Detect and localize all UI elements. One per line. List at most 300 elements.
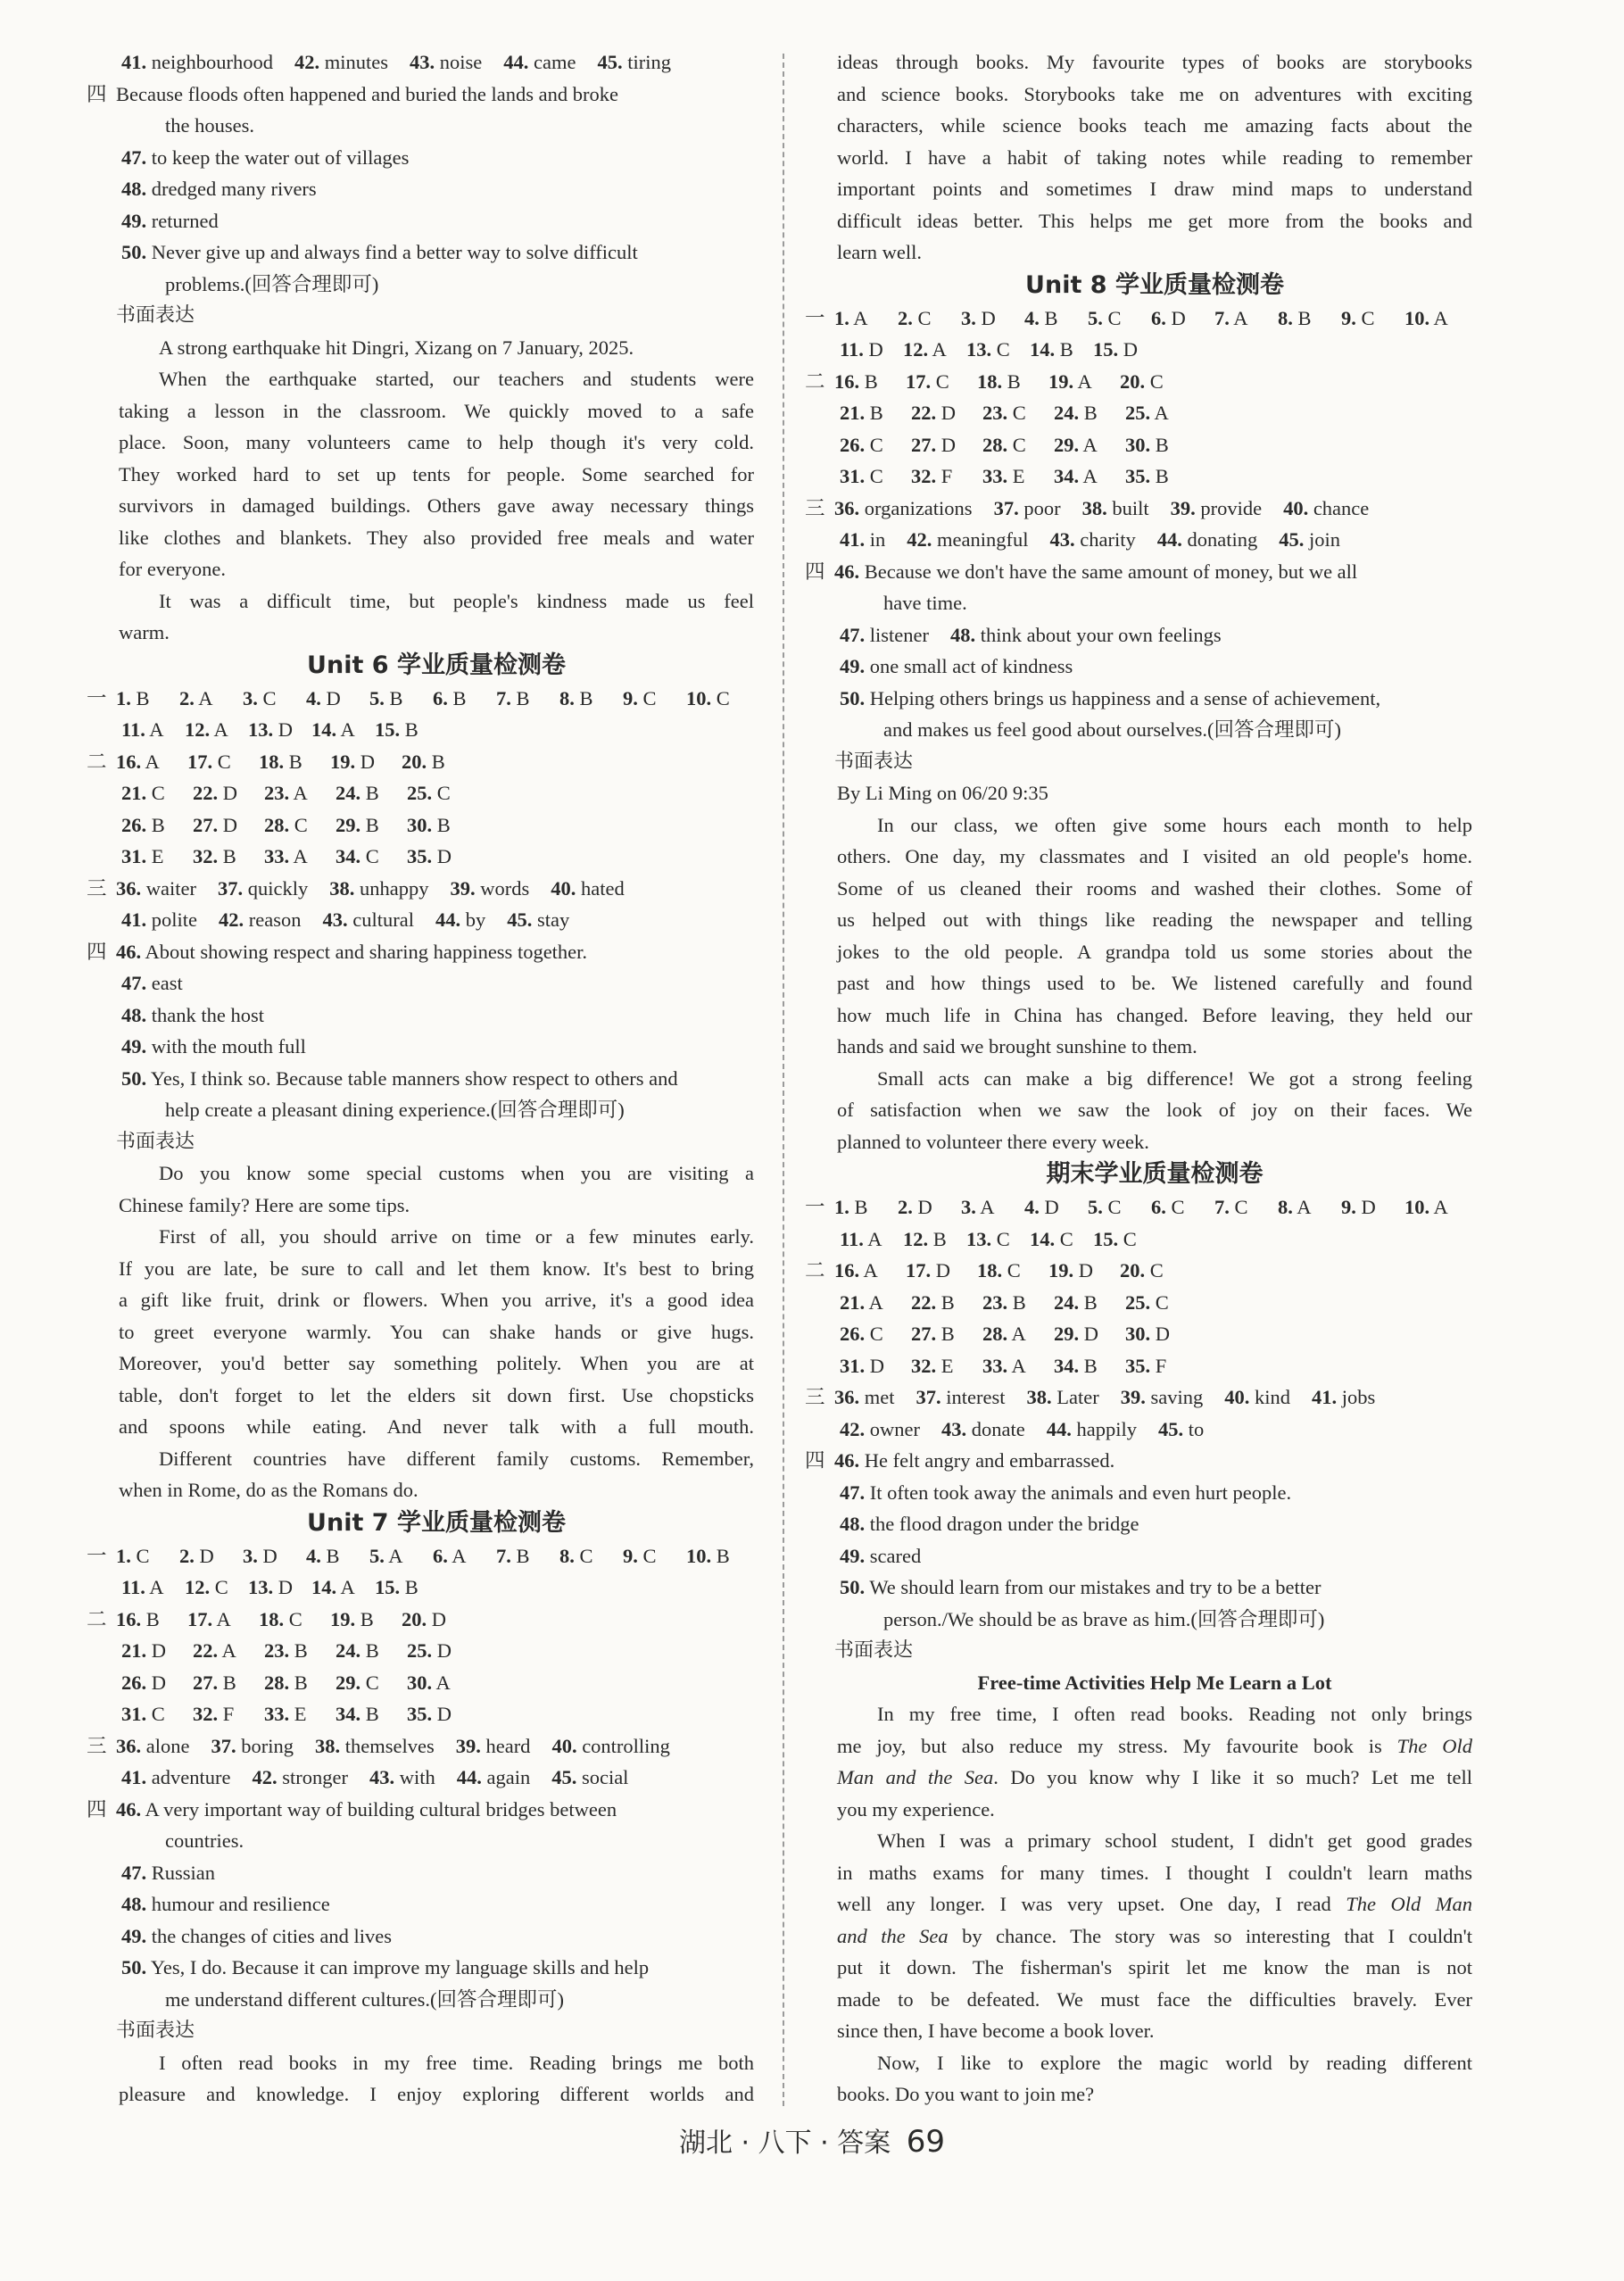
answer-cell: 42. reason (219, 908, 302, 931)
section-number: 四 (87, 940, 107, 963)
answer-cell: 21. A (840, 1290, 883, 1314)
answer-cell: 12. A (185, 718, 228, 741)
essay-line: important points and sometimes I draw mind maps to understand (837, 178, 1472, 200)
essay-line: characters, while science books teach me amazing facts about the (837, 114, 1472, 137)
answer-cell: 45. tiring (597, 51, 671, 73)
answer-text: the flood dragon under the bridge (869, 1513, 1139, 1535)
essay-line: If you are late, be sure to call and let them know. It's best to bring (119, 1257, 754, 1280)
answer-line (87, 79, 754, 111)
answer-row (87, 1540, 754, 1572)
answer-cell: 32. F (911, 465, 953, 487)
answer-cell: 12. C (185, 1576, 228, 1598)
answer-row (805, 1381, 1472, 1414)
answer-cell: 27. D (911, 433, 956, 456)
answer-text: countries. (165, 1829, 244, 1852)
answer-cell: 27. B (193, 1671, 236, 1694)
answer-block (805, 366, 1472, 493)
answer-text: have time. (883, 592, 967, 614)
essay-line: Man and the Sea. Do you know why I like it so much? Let me tell (837, 1766, 1472, 1788)
answer-cell: 34. A (1054, 465, 1098, 487)
answer-cell: 33. E (264, 1703, 307, 1725)
answer-line: 50. Yes, I do. Because it can improve my language skills and help (121, 1956, 650, 1978)
answer-cell: 45. stay (507, 908, 570, 931)
essay-line: Small acts can make a big difference! We got a strong feeling (877, 1066, 1472, 1090)
answer-text: A very important way of building cultural bridges between (145, 1797, 617, 1821)
answer-cell: 27. D (193, 813, 237, 836)
answer-cell: 31. C (121, 1703, 165, 1725)
answer-cell: 38. themselves (314, 1734, 435, 1757)
answer-text: humour and resilience (151, 1893, 330, 1915)
section-number: 三 (87, 1734, 107, 1757)
essay (119, 2047, 754, 2111)
unit-title: Unit 7 学业质量检测卷 (307, 1508, 566, 1537)
answer-cell: 4. D (306, 686, 341, 709)
essay-line: Some of us cleaned their rooms and washed their clothes. Some of (837, 876, 1472, 900)
essay-line: and science books. Storybooks take me on adventures with exciting (837, 82, 1472, 105)
answer-cell: 30. B (1125, 433, 1169, 456)
section-number: 三 (87, 876, 107, 900)
essay-line: In my free time, I often read books. Reading not only brings (877, 1703, 1472, 1725)
answer-cell: 6. D (1151, 306, 1186, 329)
answer-cell: 16. B (116, 1607, 160, 1630)
essay-line: difficult ideas better. This helps me get more from the books and (837, 209, 1472, 232)
answer-row (840, 619, 1472, 651)
answer-text: me understand different cultures.(回答合理即可) (165, 1987, 564, 2011)
answer-cell: 44. came (503, 51, 576, 73)
answer-cell: 2. D (898, 1196, 932, 1218)
answer-line: 四 46. A very important way of building cultural bridges between (87, 1794, 754, 1826)
answer-cell: 37. boring (211, 1734, 294, 1757)
answer-cell: 43. noise (409, 51, 483, 73)
essay-line: how much life in China has changed. Before leaving, they held our (837, 1003, 1472, 1026)
answer-cell: 25. C (407, 782, 451, 804)
answer-cell: 11. D (840, 338, 883, 361)
answer-cell: 22. D (911, 402, 956, 424)
answer-cell: 23. A (264, 782, 308, 804)
answer-cell: 35. F (1125, 1354, 1167, 1377)
answer-cell: 34. B (1054, 1354, 1098, 1377)
answer-cell: 41. in (840, 528, 886, 551)
section-number: 二 (87, 750, 107, 773)
answer-line: 49. one small act of kindness (840, 655, 1073, 677)
essay-line: It was a difficult time, but people's kindness made us feel (159, 589, 754, 612)
essay (119, 1157, 754, 1506)
answer-text: scared (869, 1544, 922, 1567)
essay-line: table, don't forget to let the elders sit down first. Use chopsticks (119, 1383, 754, 1406)
answer-cell: 34. B (336, 1703, 379, 1725)
answer-cell: 21. B (840, 402, 883, 424)
essay-line: made to be defeated. We must face the difficulties bravely. Ever (837, 1987, 1472, 2011)
answer-cell: 22. D (193, 782, 237, 804)
answer-row (121, 777, 754, 809)
answer-row (121, 46, 754, 79)
section-number: 一 (805, 1196, 825, 1218)
answer-cell: 5. C (1088, 306, 1122, 329)
answer-cell: 36. organizations (834, 496, 973, 519)
answer-cell: 17. C (187, 750, 231, 773)
answer-cell: 39. words (450, 876, 530, 900)
answer-cell: 38. Later (1026, 1386, 1099, 1408)
essay-line: like clothes and blankets. They also provided free meals and water (119, 526, 754, 549)
answer-line: 49. with the mouth full (121, 1035, 306, 1058)
answer-cell: 15. B (375, 718, 418, 741)
answer-cell: 7. B (496, 1544, 530, 1567)
essay-line: others. One day, my classmates and I visited an old people's home. (837, 845, 1472, 867)
answer-cell: 43. charity (1049, 528, 1136, 551)
essay-line: They worked hard to set up tents for people. Some searched for (119, 462, 754, 485)
answer-line: 49. returned (121, 209, 219, 232)
answer-row (805, 1191, 1472, 1223)
essay-line: In our class, we often give some hours each month to help (877, 813, 1472, 836)
answer-cell: 19. D (1048, 1259, 1093, 1282)
section-number: 一 (87, 1544, 107, 1567)
answer-line: 49. scared (840, 1544, 922, 1567)
answer-row (121, 809, 754, 842)
essay-line: survivors in damaged buildings. Others gave away necessary things (119, 494, 754, 517)
answer-text: the houses. (165, 114, 254, 137)
essay-line: to greet everyone warmly. You can shake hands or give hugs. (119, 1320, 754, 1343)
essay-line: of satisfaction when we saw the look of joy on their faces. We (837, 1099, 1472, 1121)
answer-cell: 31. C (840, 465, 883, 487)
answer-cell: 5. C (1088, 1196, 1122, 1218)
section-number: 四 (87, 82, 107, 105)
answer-text: Russian (151, 1861, 216, 1884)
writing-label: 书面表达 (116, 2020, 195, 2042)
answer-cell: 32. E (911, 1354, 954, 1377)
book-title: The Old (1396, 1734, 1472, 1757)
answer-text: thank the host (151, 1003, 264, 1026)
answer-cell: 26. D (121, 1671, 166, 1694)
answer-cell: 3. C (243, 686, 277, 709)
answer-cell: 26. C (840, 433, 883, 456)
answer-cell: 7. C (1214, 1196, 1248, 1218)
essay (837, 46, 1472, 269)
answer-cell: 14. A (311, 718, 355, 741)
unit-title: Unit 8 学业质量检测卷 (1025, 270, 1284, 299)
essay-line: since then, I have become a book lover. (837, 2020, 1155, 2042)
answer-cell: 44. by (435, 908, 486, 931)
answer-text: one small act of kindness (869, 655, 1073, 677)
answer-cell: 7. B (496, 686, 530, 709)
answer-cell: 40. controlling (551, 1734, 670, 1757)
answer-cell: 40. hated (551, 876, 625, 900)
answer-cell: 18. B (259, 750, 302, 773)
answer-cell: 19. B (330, 1607, 374, 1630)
answer-cell: 25. C (1125, 1290, 1169, 1314)
answer-row (840, 1287, 1472, 1319)
essay-line: world. I have a habit of taking notes while reading to remember (837, 145, 1472, 169)
answer-text: He felt angry and embarrassed. (864, 1449, 1115, 1472)
answer-cell: 19. D (330, 750, 375, 773)
answer-cell: 36. waiter (116, 876, 196, 900)
answer-cell: 41. jobs (1311, 1386, 1376, 1408)
answer-cell: 28. C (982, 433, 1026, 456)
answer-cell: 45. join (1279, 528, 1340, 551)
essay-line: taking a lesson in the classroom. We quickly moved to a safe (119, 399, 754, 422)
essay-title: Free-time Activities Help Me Learn a Lot (977, 1671, 1332, 1694)
essay-line: learn well. (837, 241, 922, 263)
answer-text: east (151, 972, 183, 994)
answer-cell: 9. D (1341, 1196, 1376, 1218)
answer-cell: 2. A (179, 686, 213, 709)
answer-cell: 42. meaningful (907, 528, 1029, 551)
answer-cell: 3. D (243, 1544, 278, 1567)
answer-cell: 12. A (903, 338, 947, 361)
answer-cell: 42. stronger (252, 1766, 348, 1788)
answer-cell: 13. D (248, 1576, 293, 1598)
answer-cell: 36. alone (116, 1734, 190, 1757)
answer-cell: 15. D (1093, 338, 1138, 361)
answer-cell: 38. unhappy (329, 876, 429, 900)
answer-cell: 6. C (1151, 1196, 1185, 1218)
answer-line: 50. Never give up and always find a better way to solve difficult (121, 241, 638, 263)
essay-line: Now, I like to explore the magic world by reading different (877, 2051, 1472, 2074)
answer-cell: 8. C (559, 1544, 593, 1567)
answer-cell: 8. B (1278, 306, 1312, 329)
section-number: 三 (805, 1386, 825, 1408)
answer-text: to keep the water out of villages (151, 145, 410, 169)
answer-cell: 21. D (121, 1639, 166, 1662)
answer-cell: 39. provide (1170, 496, 1263, 519)
answer-cell: 35. B (1125, 465, 1169, 487)
answer-cell: 2. C (898, 306, 932, 329)
answer-cell: 24. B (1054, 1290, 1098, 1314)
section-number: 四 (805, 1449, 825, 1472)
essay-line: Moreover, you'd better say something politely. When you are at (119, 1352, 754, 1374)
answer-text: Helping others brings us happiness and a sense of achievement, (869, 686, 1381, 709)
answer-cell: 17. A (187, 1607, 231, 1630)
answer-cell: 20. B (402, 750, 445, 773)
answer-cell: 17. D (906, 1259, 950, 1282)
essay-line: jokes to the old people. A grandpa told us some stories about the (837, 940, 1472, 963)
answer-cell: 4. B (306, 1544, 340, 1567)
answer-cell: 36. met (834, 1386, 895, 1408)
essay-line: and spoons while eating. And never talk with a full mouth. (119, 1415, 754, 1438)
essay-line: when in Rome, do as the Romans do. (119, 1479, 418, 1501)
essay-line: Do you know some special customs when you are visiting a (159, 1162, 754, 1184)
essay-line: books. Do you want to join me? (837, 2083, 1095, 2105)
answer-cell: 13. C (966, 1227, 1010, 1250)
answer-cell: 35. D (407, 1703, 452, 1725)
answer-cell: 44. happily (1046, 1417, 1137, 1440)
answer-cell: 15. C (1093, 1227, 1137, 1250)
section-number: 一 (87, 686, 107, 709)
answer-cell: 40. chance (1283, 496, 1370, 519)
answer-text: person./We should be as brave as him.(回答合理即可) (883, 1607, 1325, 1630)
essay-line: for everyone. (119, 558, 226, 580)
answer-cell: 13. D (248, 718, 293, 741)
writing-label: 书面表达 (116, 304, 195, 327)
answer-cell: 20. C (1120, 369, 1164, 393)
essay-line: place. Soon, many volunteers came to help though it's very cold. (119, 431, 754, 453)
essay-line: First of all, you should arrive on time or a few minutes early. (159, 1225, 754, 1248)
answer-row (840, 1223, 1472, 1256)
answer-cell: 30. A (407, 1671, 451, 1694)
answer-cell: 5. B (369, 686, 403, 709)
answer-cell: 22. B (911, 1290, 955, 1314)
section-number: 四 (87, 1797, 107, 1821)
answer-cell: 21. C (121, 782, 165, 804)
answer-cell: 39. saving (1120, 1386, 1204, 1408)
answer-text: help create a pleasant dining experience.(回答合理即可) (165, 1099, 625, 1121)
answer-text: the changes of cities and lives (151, 1924, 393, 1947)
right-column (805, 46, 1472, 2111)
unit-title: Unit 6 学业质量检测卷 (307, 651, 566, 679)
answer-line: 47. Russian (121, 1861, 216, 1884)
answer-row (87, 1730, 754, 1763)
answer-cell: 9. C (623, 686, 657, 709)
answer-text: returned (151, 209, 219, 232)
essay-line: hands and said we brought sunshine to them. (837, 1035, 1197, 1058)
answer-row (840, 1350, 1472, 1382)
answer-cell: 16. A (834, 1259, 878, 1282)
answer-cell: 24. B (336, 1639, 379, 1662)
answer-line: 48. the flood dragon under the bridge (840, 1513, 1139, 1535)
answer-cell: 43. cultural (322, 908, 414, 931)
answer-text: Yes, I think so. Because table manners show respect to others and (150, 1066, 678, 1090)
answer-line: 四 46. About showing respect and sharing happiness together. (87, 936, 754, 968)
answer-cell: 32. B (193, 845, 236, 867)
column-divider (783, 54, 784, 2106)
book-title: and the Sea (837, 1924, 949, 1947)
answer-cell: 45. to (1157, 1417, 1205, 1440)
answer-cell: 47. listener (840, 623, 929, 646)
answer-cell: 32. F (193, 1703, 235, 1725)
answer-cell: 14. C (1030, 1227, 1073, 1250)
answer-line: 四 46. He felt angry and embarrassed. (805, 1445, 1472, 1477)
section-number: 二 (805, 369, 825, 393)
answer-cell: 25. D (407, 1639, 452, 1662)
answer-cell: 29. B (336, 813, 379, 836)
answer-cell: 25. A (1125, 402, 1169, 424)
answer-cell: 28. C (264, 813, 308, 836)
answer-row (805, 366, 1472, 398)
answer-cell: 3. D (961, 306, 996, 329)
answer-line: 48. humour and resilience (121, 1893, 330, 1915)
essay-line: put it down. The fisherman's spirit let me know the man is not (837, 1956, 1472, 1978)
answer-row (121, 904, 754, 936)
answer-row (121, 1698, 754, 1730)
essay-line: planned to volunteer there every week. (837, 1130, 1149, 1153)
essay-line: A strong earthquake hit Dingri, Xizang on 7 January, 2025. (159, 336, 634, 359)
answer-line: 四 46. Because we don't have the same amount of money, but we all (805, 556, 1472, 588)
answer-cell: 1. B (116, 686, 150, 709)
answer-cell: 7. A (1214, 306, 1248, 329)
answer-cell: 13. C (966, 338, 1010, 361)
answer-row (805, 1255, 1472, 1287)
section-number: 二 (87, 1607, 107, 1630)
answer-cell: 17. C (906, 369, 949, 393)
answer-block (87, 746, 754, 873)
section-number: 三 (805, 496, 825, 519)
answer-line: 50. Yes, I think so. Because table manners show respect to others and (121, 1066, 678, 1090)
section-number: 四 (805, 560, 825, 583)
answer-cell: 23. B (264, 1639, 308, 1662)
answer-cell: 16. B (834, 369, 878, 393)
answer-cell: 43. donate (940, 1417, 1025, 1440)
answer-block (87, 1604, 754, 1730)
answer-text: Yes, I do. Because it can improve my language skills and help (150, 1956, 650, 1978)
answer-text: We should learn from our mistakes and try to be a better (869, 1576, 1322, 1598)
essay-line: you my experience. (837, 1797, 995, 1821)
answer-cell: 20. C (1120, 1259, 1164, 1282)
answer-cell: 18. C (259, 1607, 302, 1630)
answer-cell: 34. C (336, 845, 379, 867)
answer-cell: 44. again (456, 1766, 531, 1788)
writing-label: 书面表达 (834, 750, 914, 773)
answer-row (121, 1667, 754, 1699)
answer-text: problems.(回答合理即可) (165, 272, 379, 295)
answer-cell: 10. C (686, 686, 730, 709)
unit-title: 期末学业质量检测卷 (1046, 1160, 1264, 1188)
answer-cell: 11. A (121, 1576, 164, 1598)
answer-text: with the mouth full (151, 1035, 306, 1058)
answer-cell: 10. A (1404, 306, 1448, 329)
answer-cell: 42. owner (840, 1417, 920, 1440)
book-title: The Old Man (1346, 1893, 1472, 1915)
answer-text: Because we don't have the same amount of money, but we all (864, 560, 1358, 583)
essay-line: When I was a primary school student, I didn't get good grades (877, 1829, 1472, 1852)
answer-cell: 28. A (982, 1323, 1026, 1345)
essay (837, 809, 1472, 1158)
answer-cell: 29. D (1054, 1323, 1098, 1345)
answer-cell: 6. A (433, 1544, 467, 1567)
essay-line: Chinese family? Here are some tips. (119, 1193, 410, 1216)
answer-cell: 31. D (840, 1354, 884, 1377)
answer-row (87, 683, 754, 715)
answer-line: 48. thank the host (121, 1003, 264, 1026)
answer-row (840, 397, 1472, 429)
byline: By Li Ming on 06/20 9:35 (837, 782, 1048, 804)
footer-text: 湖北 · 八下 · 答案 (678, 2128, 891, 2159)
answer-cell: 35. D (407, 845, 452, 867)
answer-cell: 9. C (1341, 306, 1375, 329)
answer-cell: 33. A (264, 845, 308, 867)
essay-line: in maths exams for many times. I thought I couldn't learn maths (837, 1861, 1472, 1884)
page-number: 69 (906, 2124, 946, 2160)
answer-cell: 26. C (840, 1323, 883, 1345)
answer-row (840, 524, 1472, 556)
answer-cell: 42. minutes (294, 51, 388, 73)
answer-cell: 26. B (121, 813, 165, 836)
answer-cell: 11. A (121, 718, 164, 741)
answer-cell: 41. adventure (121, 1766, 231, 1788)
answer-text: and makes us feel good about ourselves.(回答合理即可) (883, 718, 1342, 741)
answer-text: dredged many rivers (151, 178, 317, 200)
answer-cell: 48. think about your own feelings (949, 623, 1222, 646)
answer-cell: 14. B (1030, 338, 1073, 361)
answer-text: Never give up and always find a better way to solve difficult (151, 241, 638, 263)
answer-line: 47. It often took away the animals and even hurt people. (840, 1481, 1292, 1504)
answer-cell: 1. B (834, 1196, 868, 1218)
essay-line: I often read books in my free time. Reading brings me both (159, 2051, 754, 2074)
answer-cell: 12. B (903, 1227, 947, 1250)
answer-cell: 37. interest (916, 1386, 1006, 1408)
answer-cell: 30. B (407, 813, 451, 836)
essay-line: past and how things used to be. We listened carefully and found (837, 972, 1472, 994)
answer-cell: 23. C (982, 402, 1026, 424)
answer-row (840, 460, 1472, 493)
answer-row (121, 1635, 754, 1667)
essay-line: warm. (119, 621, 170, 643)
answer-line: 47. east (121, 972, 183, 994)
writing-label: 书面表达 (116, 1130, 195, 1153)
answer-row (805, 493, 1472, 525)
answer-cell: 19. A (1048, 369, 1092, 393)
essay-line: well any longer. I was very upset. One day, I read The Old Man (837, 1893, 1472, 1915)
answer-cell: 39. heard (455, 1734, 531, 1757)
answer-cell: 43. with (369, 1766, 435, 1788)
